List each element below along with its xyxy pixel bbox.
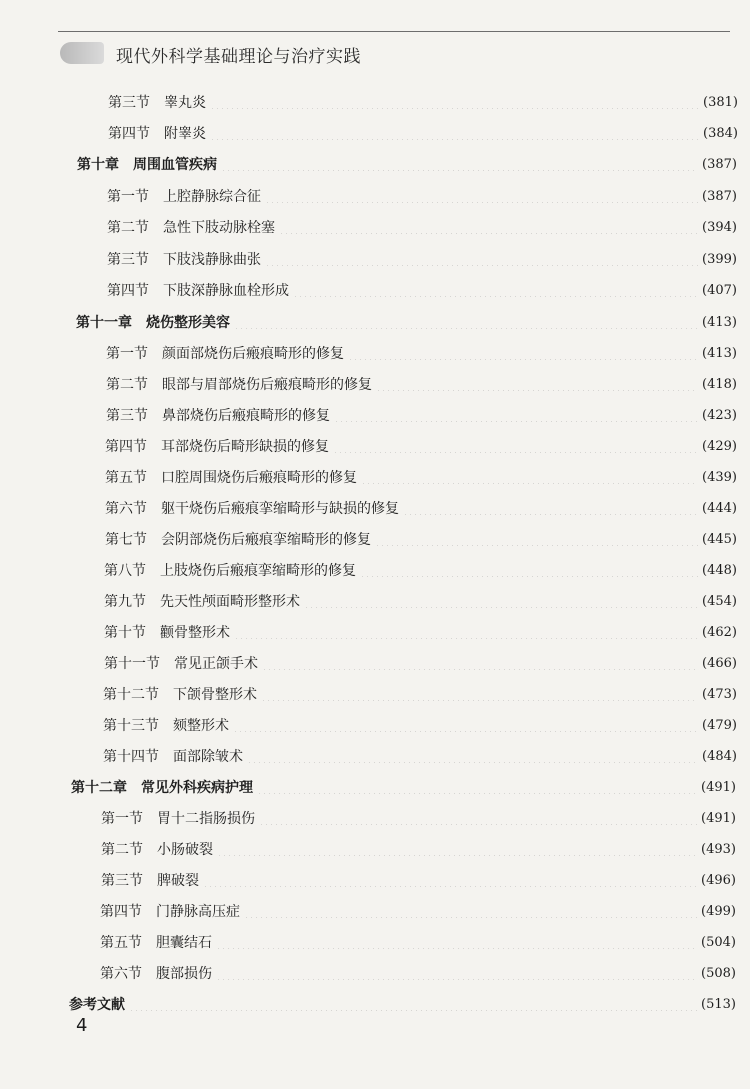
toc-entry-page: (399) (702, 251, 737, 267)
toc-entry-title: 口腔周围烧伤后瘢痕畸形的修复 (161, 470, 357, 486)
toc-entry-title: 急性下肢动脉栓塞 (163, 220, 275, 236)
toc-entry[interactable] (100, 900, 736, 922)
toc-entry-title: 胆囊结石 (156, 935, 212, 951)
toc-entry[interactable] (106, 373, 737, 395)
toc-entry[interactable] (105, 528, 737, 550)
toc-entry-page: (394) (702, 219, 737, 235)
toc-entry-number: 第十节 (104, 625, 146, 641)
toc-entry-page: (439) (702, 469, 737, 485)
toc-entry[interactable] (107, 216, 737, 238)
toc-entry-page: (407) (702, 282, 737, 298)
toc-entry[interactable] (104, 652, 737, 674)
toc-entry-page: (444) (702, 500, 737, 516)
dot-leader (129, 997, 697, 1011)
toc-entry-page: (479) (702, 717, 737, 733)
toc-entry-number: 第二节 (106, 377, 148, 393)
dot-leader (293, 283, 698, 297)
dot-leader (375, 532, 698, 546)
toc-entry[interactable] (107, 279, 737, 301)
toc-entry-title: 烧伤整形美容 (146, 315, 230, 331)
dot-leader (265, 252, 698, 266)
dot-leader (261, 687, 698, 701)
toc-entry-number: 第三节 (101, 873, 143, 889)
dot-leader (265, 189, 698, 203)
toc-entry[interactable] (104, 621, 737, 643)
toc-entry-page: (387) (702, 188, 737, 204)
dot-leader (234, 315, 698, 329)
toc-entry-title: 睾丸炎 (164, 95, 206, 111)
dot-leader (403, 501, 698, 515)
toc-entry-number: 第四节 (108, 126, 150, 142)
dot-leader (259, 811, 697, 825)
toc-entry-title: 颧骨整形术 (160, 625, 230, 641)
toc-entry-title: 常见外科疾病护理 (141, 780, 253, 796)
toc-entry-number: 第四节 (107, 283, 149, 299)
toc-entry[interactable] (105, 497, 737, 519)
dot-leader (257, 780, 697, 794)
toc-entry[interactable] (106, 342, 737, 364)
toc-entry-title: 颏整形术 (173, 718, 229, 734)
toc-entry-title: 下肢深静脉血栓形成 (163, 283, 289, 299)
toc-entry-page: (513) (701, 996, 736, 1012)
toc-entry-page: (418) (702, 376, 737, 392)
toc-entry-page: (496) (701, 872, 736, 888)
toc-entry-number: 第一节 (107, 189, 149, 205)
toc-entry-number: 第一节 (106, 346, 148, 362)
dot-leader (233, 718, 698, 732)
toc-entry-page: (499) (701, 903, 736, 919)
toc-entry-title: 眼部与眉部烧伤后瘢痕畸形的修复 (162, 377, 372, 393)
book-title: 现代外科学基础理论与治疗实践 (116, 47, 361, 67)
toc-entry-page: (448) (702, 562, 737, 578)
toc-entry-number: 第十二节 (103, 687, 159, 703)
toc-entry-page: (491) (701, 779, 736, 795)
toc-entry-number: 第九节 (104, 594, 146, 610)
dot-leader (334, 408, 698, 422)
toc-entry-number: 第八节 (104, 563, 146, 579)
toc-entry-page: (504) (701, 934, 736, 950)
toc-entry[interactable] (101, 807, 736, 829)
toc-entry-number: 第十三节 (103, 718, 159, 734)
dot-leader (361, 470, 698, 484)
toc-entry-page: (387) (702, 156, 737, 172)
toc-entry-title: 面部除皱术 (173, 749, 243, 765)
toc-entry-title: 鼻部烧伤后瘢痕畸形的修复 (162, 408, 330, 424)
toc-chapter[interactable] (76, 311, 737, 333)
toc-chapter[interactable] (77, 153, 737, 175)
toc-entry-title: 下肢浅静脉曲张 (163, 252, 261, 268)
page-number: 4 (76, 1015, 88, 1036)
toc-entry[interactable] (107, 248, 737, 270)
dot-leader (360, 563, 698, 577)
toc-entry-page: (473) (702, 686, 737, 702)
toc-entry-title: 胃十二指肠损伤 (157, 811, 255, 827)
toc-chapter[interactable] (71, 776, 736, 798)
toc-entry-number: 第五节 (105, 470, 147, 486)
dot-leader (216, 966, 697, 980)
toc-entry[interactable] (101, 838, 736, 860)
dot-leader (203, 873, 697, 887)
toc-entry-page: (384) (703, 125, 738, 141)
toc-entry[interactable] (101, 869, 736, 891)
dot-leader (216, 935, 697, 949)
dot-leader (217, 842, 697, 856)
toc-entry-page: (462) (702, 624, 737, 640)
toc-entry-page: (381) (703, 94, 738, 110)
toc-entry-number: 第十四节 (103, 749, 159, 765)
toc-entry-page: (429) (702, 438, 737, 454)
toc-entry-title: 门静脉高压症 (156, 904, 240, 920)
toc-entry-number: 第五节 (100, 935, 142, 951)
toc-entry-page: (413) (702, 314, 737, 330)
toc-entry-page: (493) (701, 841, 736, 857)
toc-entry[interactable] (108, 122, 738, 144)
toc-entry-title: 躯干烧伤后瘢痕挛缩畸形与缺损的修复 (161, 501, 399, 517)
toc-entry-number: 第七节 (105, 532, 147, 548)
toc-entry-title: 小肠破裂 (157, 842, 213, 858)
toc-entry[interactable] (103, 714, 737, 736)
toc-entry-page: (466) (702, 655, 737, 671)
toc-entry-number: 第二节 (101, 842, 143, 858)
toc-references[interactable] (69, 993, 736, 1015)
toc-entry-page: (484) (702, 748, 737, 764)
toc-entry-number: 第十一章 (76, 315, 132, 331)
toc-entry-number: 第二节 (107, 220, 149, 236)
toc-entry-number: 第四节 (100, 904, 142, 920)
toc-entry-number: 第六节 (105, 501, 147, 517)
dot-leader (210, 126, 699, 140)
toc-entry-title: 耳部烧伤后畸形缺损的修复 (161, 439, 329, 455)
toc-entry-number: 第一节 (101, 811, 143, 827)
toc-entry-title: 附睾炎 (164, 126, 206, 142)
toc-entry-title: 先天性颅面畸形整形术 (160, 594, 300, 610)
dot-leader (210, 95, 699, 109)
toc-entry[interactable] (100, 962, 736, 984)
toc-entry-number: 第十一节 (104, 656, 160, 672)
toc-entry-title: 下颌骨整形术 (173, 687, 257, 703)
toc-entry[interactable] (108, 91, 738, 113)
toc-entry[interactable] (106, 404, 737, 426)
toc-entry-title: 常见正颌手术 (174, 656, 258, 672)
toc-entry[interactable] (103, 683, 737, 705)
toc-entry-number: 第六节 (100, 966, 142, 982)
toc-entry-page: (491) (701, 810, 736, 826)
toc-entry-title: 上腔静脉综合征 (163, 189, 261, 205)
toc-entry-page: (423) (702, 407, 737, 423)
toc-entry-number: 第四节 (105, 439, 147, 455)
toc-entry[interactable] (105, 466, 737, 488)
toc-entry-number: 第三节 (108, 95, 150, 111)
toc-entry-page: (508) (701, 965, 736, 981)
toc-entry[interactable] (107, 185, 737, 207)
toc-entry[interactable] (104, 590, 737, 612)
toc-entry[interactable] (100, 931, 736, 953)
toc-entry-number: 第十章 (77, 157, 119, 173)
toc-entry[interactable] (104, 559, 737, 581)
toc-entry[interactable] (103, 745, 737, 767)
toc-entry-number: 第十二章 (71, 780, 127, 796)
toc-entry-title: 上肢烧伤后瘢痕挛缩畸形的修复 (160, 563, 356, 579)
dot-leader (333, 439, 698, 453)
toc-entry-page: (445) (702, 531, 737, 547)
toc-entry-number: 第三节 (106, 408, 148, 424)
dot-leader (279, 220, 698, 234)
toc-entry[interactable] (105, 435, 737, 457)
dot-leader (247, 749, 698, 763)
toc-entry-page: (454) (702, 593, 737, 609)
dot-leader (234, 625, 698, 639)
dot-leader (244, 904, 697, 918)
dot-leader (221, 157, 698, 171)
toc-entry-number: 参考文献 (69, 997, 125, 1013)
toc-entry-title: 颜面部烧伤后瘢痕畸形的修复 (162, 346, 344, 362)
toc-entry-title: 脾破裂 (157, 873, 199, 889)
dot-leader (348, 346, 698, 360)
toc-entry-title: 会阴部烧伤后瘢痕挛缩畸形的修复 (161, 532, 371, 548)
toc-entry-title: 腹部损伤 (156, 966, 212, 982)
dot-leader (304, 594, 698, 608)
toc-entry-number: 第三节 (107, 252, 149, 268)
toc-entry-page: (413) (702, 345, 737, 361)
dot-leader (262, 656, 698, 670)
dot-leader (376, 377, 698, 391)
toc-entry-title: 周围血管疾病 (133, 157, 217, 173)
